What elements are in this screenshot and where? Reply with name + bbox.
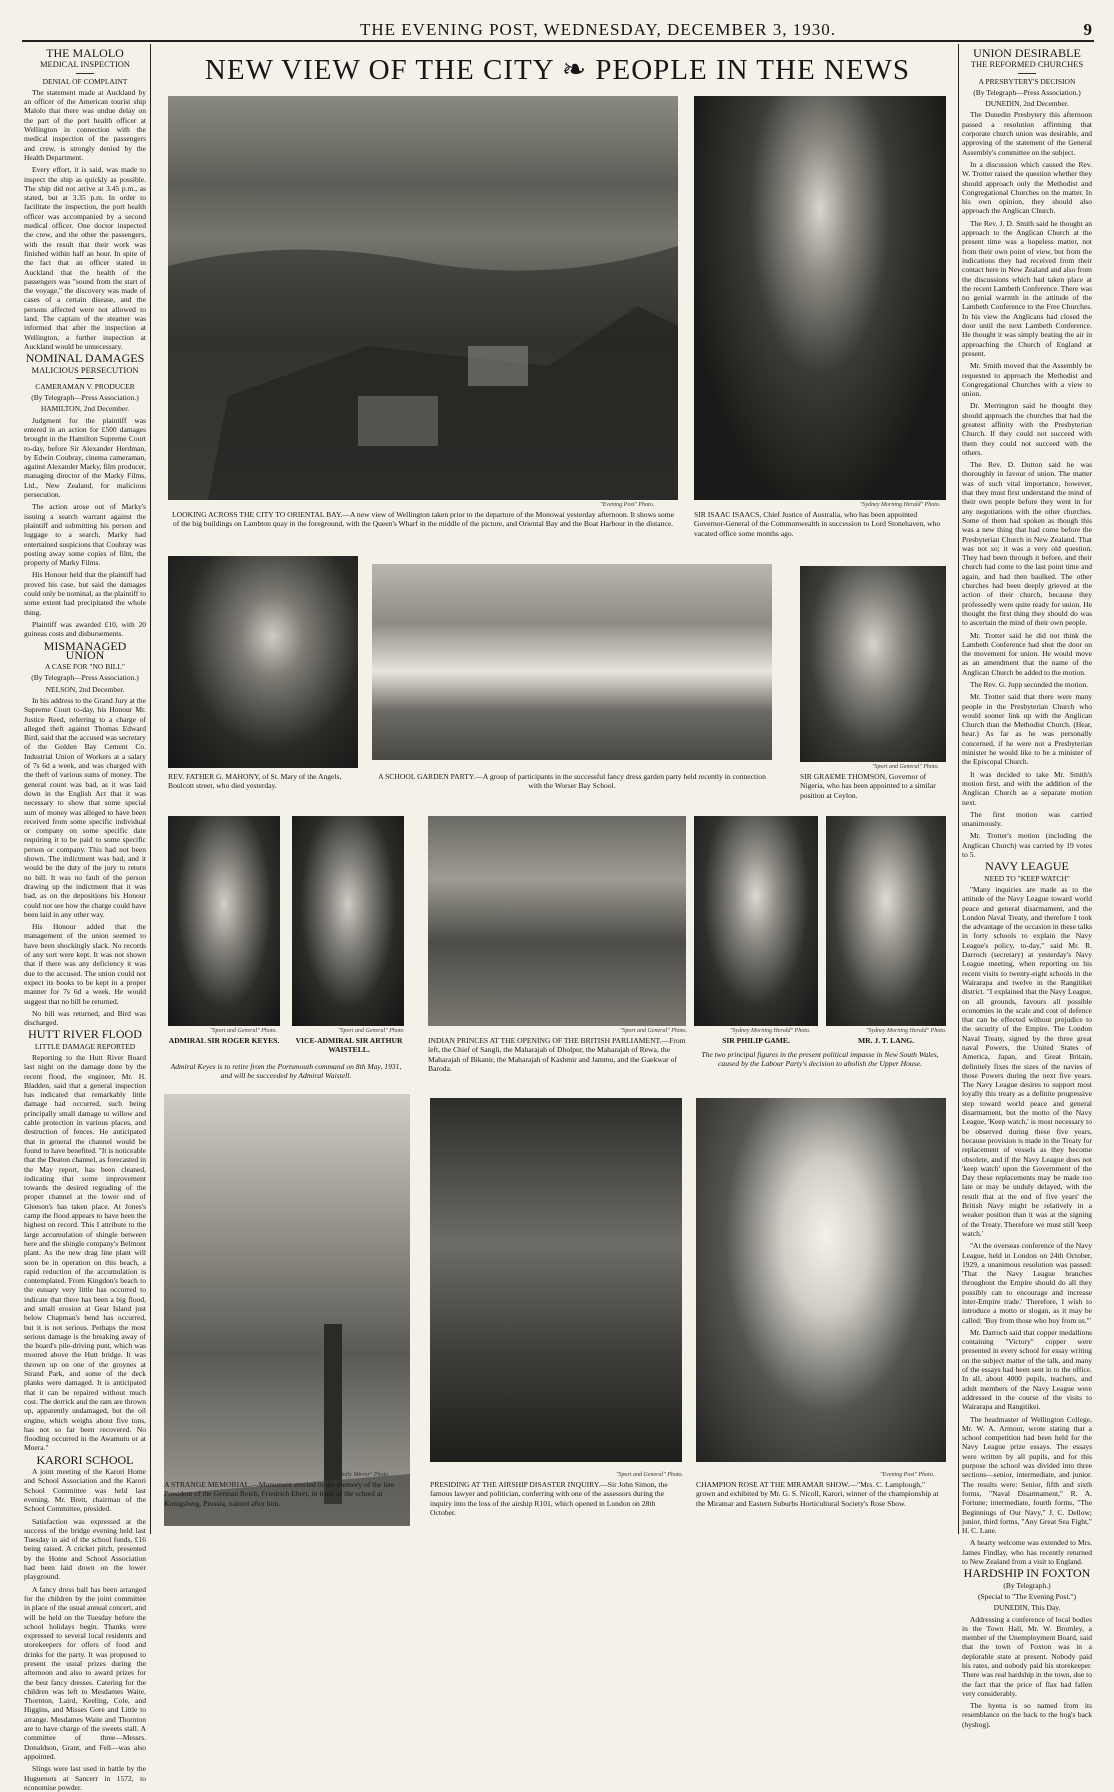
paragraph: The first motion was carried unanimously.: [962, 809, 1092, 829]
headline-foxton: HARDSHIP IN FOXTON: [963, 1566, 1091, 1581]
dateline: NELSON, 2nd December.: [45, 684, 125, 694]
headline-union: MISMANAGED UNION: [43, 638, 127, 662]
paragraph: The statement made at Auckland by an officer of the American tourist ship Malolo that there was undue delay on the part of the port health officer at Wellington in connection with the medical inspection of the passengers and crew, is strongly denied by the Health Department.: [24, 87, 146, 162]
paragraph: A joint meeting of the Karori Home and School Association and the Karori School Committee was held last evening. Mr. Brett, chairman of the School Committee, presided.: [24, 1467, 146, 1514]
paragraph: It was decided to take Mr. Smith's motion first, and with the addition of the Anglican Church as a separate motion next.: [962, 769, 1092, 807]
subhead: MEDICAL INSPECTION: [39, 59, 131, 70]
right-column: [962, 46, 1092, 1729]
mahony-photo: [168, 556, 358, 768]
paragraph: A fancy dress ball has been arranged for the children by the joint committee in place of the usual annual concert, and will be held on the Tuesday before the school holidays begin. Thanks were expressed to several local residents and storekeepers for offers of food and drinks for the party. It was proposed to present the usual prizes during the afternoon and also to award prizes for the best fancy dresses. Catering for the children was left to Mesdames Waite, Thornton, Laird, Keeling, Cole, and Higgins, and Misses Gore and Little to arrange. Mesdames Waite and Thornton are to have charge of the sweets stall. A committee of three—Messrs. Donaldson, Grant, and Fell—was also appointed.: [24, 1584, 146, 1761]
city-illustration: [168, 96, 678, 500]
mahony-caption: REV. FATHER G. MAHONY, of St. Mary of the Angels, Boulcott street, who died yesterday.: [168, 772, 342, 791]
princes-photo: [428, 816, 686, 1026]
paragraph: Addressing a conference of local bodies in the Town Hall, Mr. W. Bromley, a member of the Unemployment Board, said that the town of Foxton was in a deplorable state at present. Nobody paid his rates, and nobody paid his storekeeper. There was real hardship in the town, due to the fact that the price of flax had fallen very considerably.: [962, 1614, 1092, 1698]
paragraph: Mr. Trotter's motion (including the Anglican Church) was carried by 19 votes to 5.: [962, 831, 1092, 860]
page-headline: NEW VIEW OF THE CITY ❧ PEOPLE IN THE NEWS: [204, 54, 911, 86]
photo-credit: "Sport and General" Photo.: [872, 764, 940, 770]
keyes-caption: ADMIRAL SIR ROGER KEYES.: [168, 1036, 280, 1045]
paragraph: Mr. Smith moved that the Assembly be requested to approach the Methodist and Congregational Churches with a view to union.: [962, 361, 1092, 399]
game-caption: SIR PHILIP GAME.: [722, 1036, 790, 1045]
lang-caption: MR. J. T. LANG.: [857, 1036, 915, 1045]
keyes-photo: [168, 816, 280, 1026]
photo-credit: "Sport and General" Photo.: [616, 1472, 684, 1478]
paragraph: The headmaster of Wellington College, Mr. W. A. Armour, wrote stating that a school competition had been held for the Navy League prize essays. The essays were written by all pupils, and for this purpose the school was divided into three sections—senior, intermediate, and junior. The results were: Senior, fifth and sixth forms, "Naval Disarmament," R. A. Fortune; intermediate, fourth forms, "The Beginnings of Our Navy," J. C. Dellow; junior, third forms, "Any Great Sea Fight," H. C. Lane.: [962, 1414, 1092, 1536]
garden-party-caption: A SCHOOL GARDEN PARTY.—A group of participants in the successful fancy dress garden party held recently in connection with the Worser Bay School.: [378, 772, 766, 791]
princes-caption: INDIAN PRINCES AT THE OPENING OF THE BRITISH PARLIAMENT.—From left, the Chief of Sangli, the Maharajah of Dholpur, the Maharajah of Rewa, the Maharajah of Bikanir, the Maharajah of Kashmir and Jammu, and the Gaekwar of Baroda.: [428, 1036, 686, 1074]
paragraph: The Rev. G. Jupp seconded the motion.: [970, 680, 1089, 689]
byline: (By Telegraph.): [1003, 1580, 1051, 1590]
lang-photo: [826, 816, 946, 1026]
waistell-caption: VICE-ADMIRAL SIR ARTHUR WAISTELL.: [295, 1036, 403, 1055]
photo-credit: "Sydney Morning Herald" Photo.: [860, 502, 941, 508]
subhead: DENIAL OF COMPLAINT: [42, 76, 128, 86]
city-caption: LOOKING ACROSS THE CITY TO ORIENTAL BAY.—A new view of Wellington taken prior to the departure of the Monowai yesterday afternoon. It shows some of the big buildings on Lambton quay in the foreground, with the Queen's Wharf in the middle of the picture, and Oriental Bay and the Boat Harbour in the distance.: [172, 510, 674, 529]
photo-credit: "Daily Mirror" Photo.: [336, 1472, 390, 1478]
headline-karori: KARORI SCHOOL: [36, 1452, 134, 1467]
subhead: THE REFORMED CHURCHES: [970, 59, 1084, 70]
divider: [76, 378, 94, 379]
paragraph: In a discussion which caused the Rev. W. Trotter raised the question whether they should approach only the Methodist and Congregational Churches on the matter. In his own opinion, they should also approach the Anglican Church.: [962, 159, 1092, 216]
waistell-photo: [292, 816, 404, 1026]
paragraph: The hyena is so named from its resemblance on the back to the hog's back (hyshog).: [962, 1701, 1092, 1729]
paragraph: "Many inquiries are made as to the attitude of the Navy League toward world peace and general disarmament, and the London Naval Treaty, and therefore I took the advantage of the occasion in these talks in forty schools to explain the Navy League's policy, to-day," said Mr. R. Darroch (secretary) at yesterday's Navy League meeting, when reporting on his recent visits to twenty-eight schools in the Wairarapa and twelve in the Rangitikei district. "I explained that the Navy League, on all grounds, favours all possible economies in the scale and cost of defence that can be effected without prejudice to the security of the Empire. The London Naval Treaty, signed by the three great naval Powers, the United States of America, Japan, and Great Britain, definitely fixes the sizes of the navies of those Powers during the next five years. The Navy League desires to support most loyally this treaty as a definite progressive step toward world peace and general disarmament, but the motto of the Navy League, 'Keep watch,' is most necessary to be observed during these five years, because provision is made in the Treaty for replacement of vessels as they become obsolete, and if the Navy League does not 'keep watch' upon the Government of the Day these replacements may be made too late or may be unduly delayed, with the result that at the end of five years' the British Navy might be relatively in a weaker position than it was at the signing of the Treaty. Therefore we must still 'keep watch.': [962, 884, 1092, 1238]
masthead-title: THE EVENING POST, WEDNESDAY, DECEMBER 3, 1930.: [360, 20, 837, 39]
garden-party-photo: [372, 564, 772, 760]
airship-caption: PRESIDING AT THE AIRSHIP DISASTER INQUIRY.—Sir John Simon, the famous lawyer and politician, conferring with one of the assessors during the inquiry into the loss of the airship R101, which opened in London on 28th October.: [430, 1480, 668, 1518]
headline-union-desirable: UNION DESIRABLE: [973, 46, 1081, 60]
paragraph: Slings were last used in battle by the Huguenots at Sancerr in 1572, to economise powder.: [24, 1764, 146, 1792]
masthead: [0, 0, 1114, 44]
subhead: LITTLE DAMAGE REPORTED: [34, 1041, 136, 1051]
subhead: CAMERAMAN V. PRODUCER: [35, 381, 135, 391]
paragraph: His Honour held that the plaintiff had proved his case, but said the damages could only be nominal, as the plaintiff to some extent had precipitated the whole thing.: [24, 570, 146, 617]
page-number: 9: [1083, 20, 1092, 39]
rose-caption: CHAMPION ROSE AT THE MIRAMAR SHOW.—"Mrs. C. Lamplough," grown and exhibited by Mr. G. S. Nicoll, Karori, winner of the championship at the Miramar and Eastern Suburbs Horticultural Society's Rose Show.: [696, 1480, 939, 1508]
photo-credit: "Evening Post" Photo.: [600, 502, 655, 508]
paragraph: Mr. Trotter said he did not think the Lambeth Conference had shut the door on the movement for union. He would move as an amendment that the name of the Anglican Church be added to the motion.: [962, 630, 1092, 677]
thomson-caption: SIR GRAEME THOMSON, Governor of Nigeria, who has been appointed to a similar position at Ceylon.: [800, 772, 936, 800]
paragraph: Reporting to the Hutt River Board last night on the damage done by the recent flood, the engineer, Mr. H. Bladden, said that a general inspection has indicated that remarkably little damage had occurred, such being principally small damage to willow and cable protection in various places, and destruction of fences. He anticipated that in general the channel would be found to have benefited. "It is noticeable that the Deaton channel, as forecasted in the May report, has been cleaned, indicating that some improvement towards the desired regrading of the proper channel at the lower end of Gleeson's has taken place. At Jones's camp the flood appears to have been the highest on record. This I attribute to the large accumulation of shingle between here and the shingle company's Belmont plant. As the new drag line plant will soon be in operation on this beach, a rapid reduction of the accumulation is contemplated. From Kingdon's beach to the estuary very little has occurred to indicate that there has been a big flood, and small erosion at Gear Island just below Chapman's bend has occurred, but it is not serious. Perhaps the most serious damage is the breaking away of the board's pile-driving punt, which was moored above the Hutt bridge. It was thrown up on one of the groynes at Strand Park, and some of the deck planks were damaged. It is anticipated that it can be repaired without much cost. The derrick and the ram are thrown up, apparently undamaged, but the oil engine, which weighs about five tons, has not so far been recovered. No flooding occurred in the Awamutu or at Moera.": [24, 1052, 146, 1453]
dateline: HAMILTON, 2nd December.: [40, 404, 130, 414]
left-column: [24, 46, 146, 1792]
paragraph: His Honour added that the management of the union seemed to have been shockingly slack. No records of any sort were kept. It was not shown that if there was any deficiency it was due to the accused. The union could not expect its books to be kept in a proper manner for 7s 6d a week. He would suggest that no bill be returned.: [24, 922, 146, 1006]
paragraph: The Rev. J. D. Smith said he thought an approach to the Anglican Church at the present time was a hopeless matter, not from their own point of view, but from the indications they had received from their contact here in New Zealand and also from the discussions which had taken place at the recent Lambeth Conference. There was no genial warmth in the attitude of the Lambeth Conference to the Free Churches. In his view the Anglicans had closed the door until the next Lambeth Conference. He thought it was simply beating the air in approaching the Church of England at present.: [962, 218, 1092, 358]
photo-credit: "Evening Post" Photo.: [880, 1472, 935, 1478]
paragraph: No bill was returned, and Bird was discharged.: [24, 1008, 146, 1028]
paragraph: Dr. Merrington said he thought they should approach the churches that had the greatest affinity with the Presbyterian Church. If they could not succeed with them they could not succeed with the others.: [962, 401, 1092, 457]
byline: (By Telegraph—Press Association.): [31, 673, 139, 683]
thomson-photo: [800, 566, 946, 762]
isaacs-caption: SIR ISAAC ISAACS, Chief Justice of Australia, who has been appointed Governor-General of the Commonwealth in succession to Lord Stonehaven, who vacated office some months ago.: [694, 510, 941, 538]
headline-malolo: THE MALOLO: [46, 46, 124, 60]
paragraph: A hearty welcome was extended to Mrs. James Findlay, who has recently returned to New Zealand from a visit to England.: [962, 1538, 1092, 1567]
isaacs-photo: [694, 96, 946, 500]
divider: [1018, 73, 1036, 74]
masthead-rule: [22, 40, 1094, 42]
subhead: A CASE FOR "NO BILL": [45, 662, 125, 672]
headline-navy-league: NAVY LEAGUE: [985, 859, 1069, 874]
paragraph: Plaintiff was awarded £10, with 20 guineas costs and disbursements.: [24, 619, 146, 639]
dateline: DUNEDIN, This Day.: [993, 1603, 1061, 1613]
paragraph: "At the overseas conference of the Navy League, held in London on 24th October, 1929, a unanimous resolution was passed: 'That the Navy League branches throughout the Empire should do all they possibly can to encourage and increase inter-Empire trade.' Therefore, I wish to introduce a motto or slogan, as it may be called: 'Buy from those who buy from us.'": [962, 1241, 1092, 1325]
paragraph: Judgment for the plaintiff was entered in an action for £500 damages brought in the Hamilton Supreme Court to-day, before Sir Alexander Herdman, by Edwin Coubray, cinema cameraman, against Alexander Marky, film producer, managing director of the Marky Films, Ltd., New Zealand, for malicious persecution.: [24, 415, 146, 500]
byline: (By Telegraph—Press Association.): [973, 87, 1081, 97]
paragraph: In his address to the Grand Jury at the Supreme Court to-day, his Honour Mr. Justice Reed, referring to a charge of alleged theft against Thomas Edward Bird, said that the accused was secretary of the Golden Bay Cement Co. Industrial Union of Workers at a salary of 7s 6d a week, and was charged with the theft of various sums of money. The general count was bad, as it was laid down in the English Act that it was necessary to show that some special sum of money was alleged to have been received from some specific individual or company on some specific date requiring it to be paid to some specific person or company. This had not been shown. The indictment was bad, and it would be the duty of the jury to return no bill. It was no fault of the person drawing up the indictment that it was bad, as on the depositions his Honour could not see how the charge could have been laid in any other way.: [24, 696, 146, 919]
rose-photo: [696, 1098, 946, 1462]
photo-credit: "Sport and General" Photo: [338, 1028, 404, 1034]
paragraph: The action arose out of Marky's issuing a search warrant against the plaintiff and submitting his person and luggage to a search, Marky had entertained suspicions that Coubray was posting away some copies of film, the property of Marky Films.: [24, 502, 146, 568]
headline-flood: HUTT RIVER FLOOD: [28, 1027, 142, 1042]
subhead: A PRESBYTERY'S DECISION: [978, 76, 1076, 86]
column-rule-left: [150, 44, 151, 1534]
nsw-caption: The two principal figures in the present political impasse in New South Wales, caused by the Labour Party's decision to abolish the Upper House.: [701, 1050, 939, 1069]
paragraph: Mr. Trotter said that there were many people in the Presbyterian Church who would sooner link up with the Anglican Church than the Methodist Church. (Hear, hear.) As far as he was personally concerned, if he were not a Presbyterian minister he would like to be a minister of the Episcopal Church.: [962, 692, 1092, 767]
headline-damages: NOMINAL DAMAGES: [25, 351, 145, 366]
memorial-photo: [164, 1094, 410, 1526]
photo-credit: "Sydney Morning Herald" Photo.: [866, 1028, 947, 1034]
byline: (By Telegraph—Press Association.): [31, 393, 139, 403]
subhead: NEED TO "KEEP WATCH": [984, 873, 1070, 883]
paragraph: The Dunedin Presbytery this afternoon passed a resolution affirming that corporate church union was desirable, and approving of the statement of the General Assembly's committee on the subject.: [962, 110, 1092, 157]
admirals-caption: Admiral Keyes is to retire from the Portsmouth command on 8th May, 1931, and will be succeeded by Admiral Waistell.: [170, 1062, 402, 1081]
memorial-illustration: [164, 1094, 410, 1526]
paragraph: Mr. Darroch said that copper medallions containing "Victory" copper were presented in every school for essay writing on the subject matter of the talk, and many of the essays had been sent in to the office. In all, about 4000 pupils, teachers, and adult members of the Navy League were addressed in the course of the visits to Wairarapa and Rangitikei.: [962, 1327, 1092, 1412]
divider: [76, 73, 94, 74]
photo-credit: "Sport and General" Photo.: [620, 1028, 688, 1034]
paragraph: Every effort, it is said, was made to inspect the ship as quickly as possible. The ship did not arrive at 3.45 p.m., as stated, but at 3.35 p.m. In order to facilitate the inspection, the port health officer was accompanied by a second medical officer. One doctor inspected the crew, and the other the passengers, with the result that their work was finished within half an hour. In spite of the fact that an officer stated in Auckland that the health of the passengers was "sound from the start of the voyage," the discovery was made of cases of a certain disease, and the persons affected were not allowed to land. The captain of the steamer was informed that after the inspection at Wellington, a further inspection at Auckland would be unnecessary.: [24, 165, 146, 351]
game-photo: [694, 816, 818, 1026]
byline: (Special to "The Evening Post."): [978, 1591, 1076, 1601]
airship-inquiry-photo: [430, 1098, 682, 1462]
paragraph: The Rev. D. Dutton said he was thoroughly in favour of union. The matter was of such vital importance, however, that they must first understand the mind of their own people before they went in for any negotiations with the other churches. Some of them had spoken as though this was a new thing that had come before the Presbyterian Church in New Zealand. That was not so; it was a very old question. They had been through it before, and their church had come to the last point time and again, and had then baulked. The other churches had been deeply grieved at the action of their church, because they professedly were quite ready for union. He thought the first thing they should do was to ascertain the mind of their own people.: [962, 460, 1092, 628]
memorial-caption: A STRANGE MEMORIAL.—Monument erected to the memory of the late President of the German Reich, Friedrich Ebert, in front of the school at Konigsberg, Prussia, named after him.: [164, 1480, 395, 1508]
city-photo: [168, 96, 678, 500]
subhead: MALICIOUS PERSECUTION: [31, 364, 139, 375]
column-rule-right: [958, 44, 959, 1534]
photo-credit: "Sport and General" Photo.: [210, 1028, 278, 1034]
paragraph: Satisfaction was expressed at the success of the bridge evening held last Tuesday in aid of the school funds, £16 being raised. A cricket pitch, presented by the Home and School Association had been laid down on the lower playground.: [24, 1516, 146, 1582]
dateline: DUNEDIN, 2nd December.: [985, 99, 1069, 109]
photo-credit: "Sydney Morning Herald" Photo.: [730, 1028, 811, 1034]
